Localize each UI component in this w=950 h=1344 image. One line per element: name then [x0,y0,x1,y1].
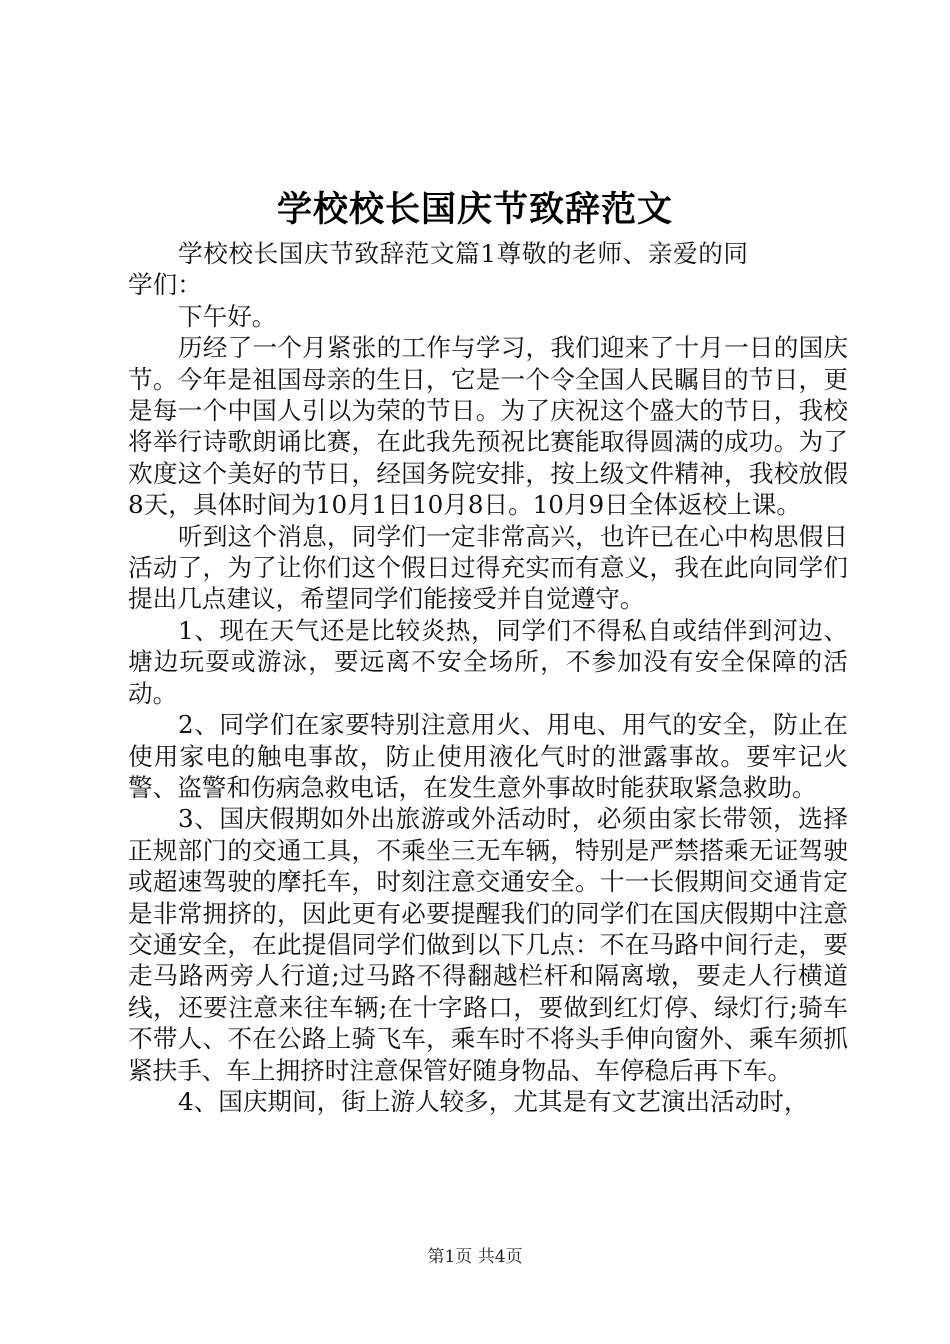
paragraph-point-2: 2、同学们在家要特别注意用火、用电、用气的安全，防止在使用家电的触电事故，防止使用液化气时的泄露事故。要牢记火警、盗警和伤病急救电话，在发生意外事故时能获取紧急救助。 [128,710,848,802]
document-body [128,238,848,1117]
page-indicator: 第1页 共4页 [427,1247,523,1267]
paragraph-salutation: 下午好。 [178,301,277,331]
paragraph-point-1: 1、现在天气还是比较炎热，同学们不得私自或结伴到河边、塘边玩耍或游泳，要远离不安全场所，不参加没有安全保障的活动。 [128,615,848,708]
paragraph-point-4: 4、国庆期间，街上游人较多，尤其是有文艺演出活动时， [178,1086,809,1116]
paragraph-greeting: 学校校长国庆节致辞范文篇1尊敬的老师、亲爱的同学们： [128,239,748,300]
paragraph-point-3: 3、国庆假期如外出旅游或外活动时，必须由家长带领，选择正规部门的交通工具，不乘坐三无车辆，特别是严禁搭乘无证驾驶或超速驾驶的摩托车，时刻注意交通安全。十一长假期间交通肯定是非常拥挤的，因此更有必要提醒我们的同学们在国庆假期中注意交通安全，在此提倡同学们做到以下几点：不在马路中间行走，要走马路两旁人行道;过马路不得翻越栏杆和隔离墩，要走人行横道线，还要注意来往车辆;在十字路口，要做到红灯停、绿灯行;骑车不带人、不在公路上骑飞车，乘车时不将头手伸向窗外、乘车须抓紧扶手、车上拥挤时注意保管好随身物品、车停稳后再下车。 [128,804,848,1085]
document-title: 学校校长国庆节致辞范文 [276,189,673,230]
paragraph-suggestions-intro: 听到这个消息，同学们一定非常高兴，也许已在心中构思假日活动了，为了让你们这个假日过得充实而有意义，我在此向同学们提出几点建议，希望同学们能接受并自觉遵守。 [128,521,848,614]
paragraph-holiday-intro: 历经了一个月紧张的工作与学习，我们迎来了十月一日的国庆节。今年是祖国母亲的生日，它是一个令全国人民瞩目的节日，更是每一个中国人引以为荣的节日。为了庆祝这个盛大的节日，我校将举行诗歌朗诵比赛，在此我先预祝比赛能取得圆满的成功。为了欢度这个美好的节日，经国务院安排，按上级文件精神，我校放假8天，具体时间为10月1日10月8日。10月9日全体返校上课。 [128,333,848,520]
